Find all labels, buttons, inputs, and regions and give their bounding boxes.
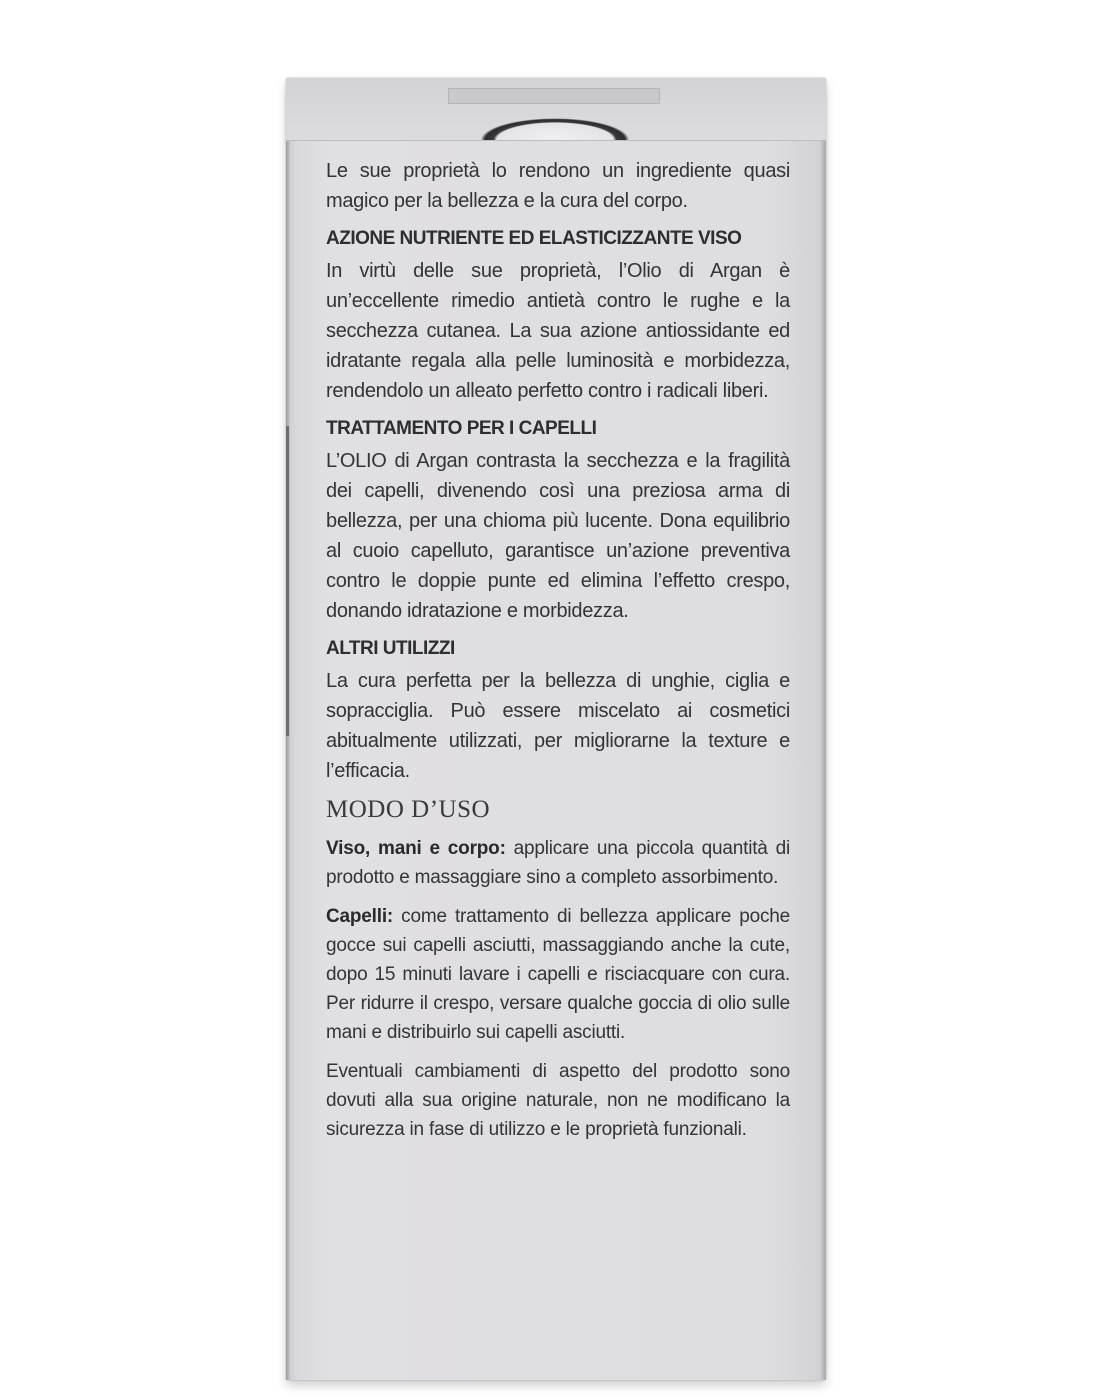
section-heading-face: AZIONE NUTRIENTE ED ELASTICIZZANTE VISO [326,228,742,249]
usage-face-text: applicare una piccola quantità di prodotto e massaggiare sino a completo assorbimento. [326,838,790,888]
spine-mark [286,426,289,736]
lid-slot [448,88,660,104]
usage-hair [326,902,790,1047]
box-right-edge [821,78,826,1380]
usage-face [326,834,790,892]
usage-note: Eventuali cambiamenti di aspetto del prodotto sono dovuti alla sua origine naturale, non ne modificano la sicurezza in fase di utilizzo e le proprietà funzionali. [326,1061,790,1140]
usage-face-label: Viso, mani e corpo: [326,838,506,859]
tuck-tab-cutout [480,118,630,140]
intro-paragraph: Le sue proprietà lo rendono un ingrediente quasi magico per la bellezza e la cura del corpo. [326,160,790,212]
product-box [286,78,826,1380]
label-text [326,156,790,1154]
section-body-face: In virtù delle sue proprietà, l’Olio di Argan è un’eccellente rimedio antietà contro le rughe e la secchezza cutanea. La sua azione antiossidante ed idratante regala alla pelle luminosità e morbidezza, rendendolo un alleato perfetto contro i radicali liberi. [326,260,790,402]
section-heading-hair: TRATTAMENTO PER I CAPELLI [326,418,597,439]
section-body-hair: L’OLIO di Argan contrasta la secchezza e la fragilità dei capelli, divenendo così una preziosa arma di bellezza, per una chioma più lucente. Dona equilibrio al cuoio capelluto, garantisce un’azione preventiva contro le doppie punte ed elimina l’effetto crespo, donando idratazione e morbidezza. [326,450,790,622]
section-heading-other: ALTRI UTILIZZI [326,638,455,659]
section-body-other: La cura perfetta per la bellezza di unghie, ciglia e sopracciglia. Può essere miscelato ai cosmetici abitualmente utilizzati, per migliorarne la texture e l’efficacia. [326,670,790,782]
usage-hair-label: Capelli: [326,906,394,927]
usage-title: MODO D’USO [326,796,491,823]
usage-hair-text: come trattamento di bellezza applicare poche gocce sui capelli asciutti, massaggiando anche la cute, dopo 15 minuti lavare i capelli e risciacquare con cura. Per ridurre il crespo, versare qualche goccia di olio sulle mani e distribuirlo sui capelli asciutti. [326,906,790,1043]
